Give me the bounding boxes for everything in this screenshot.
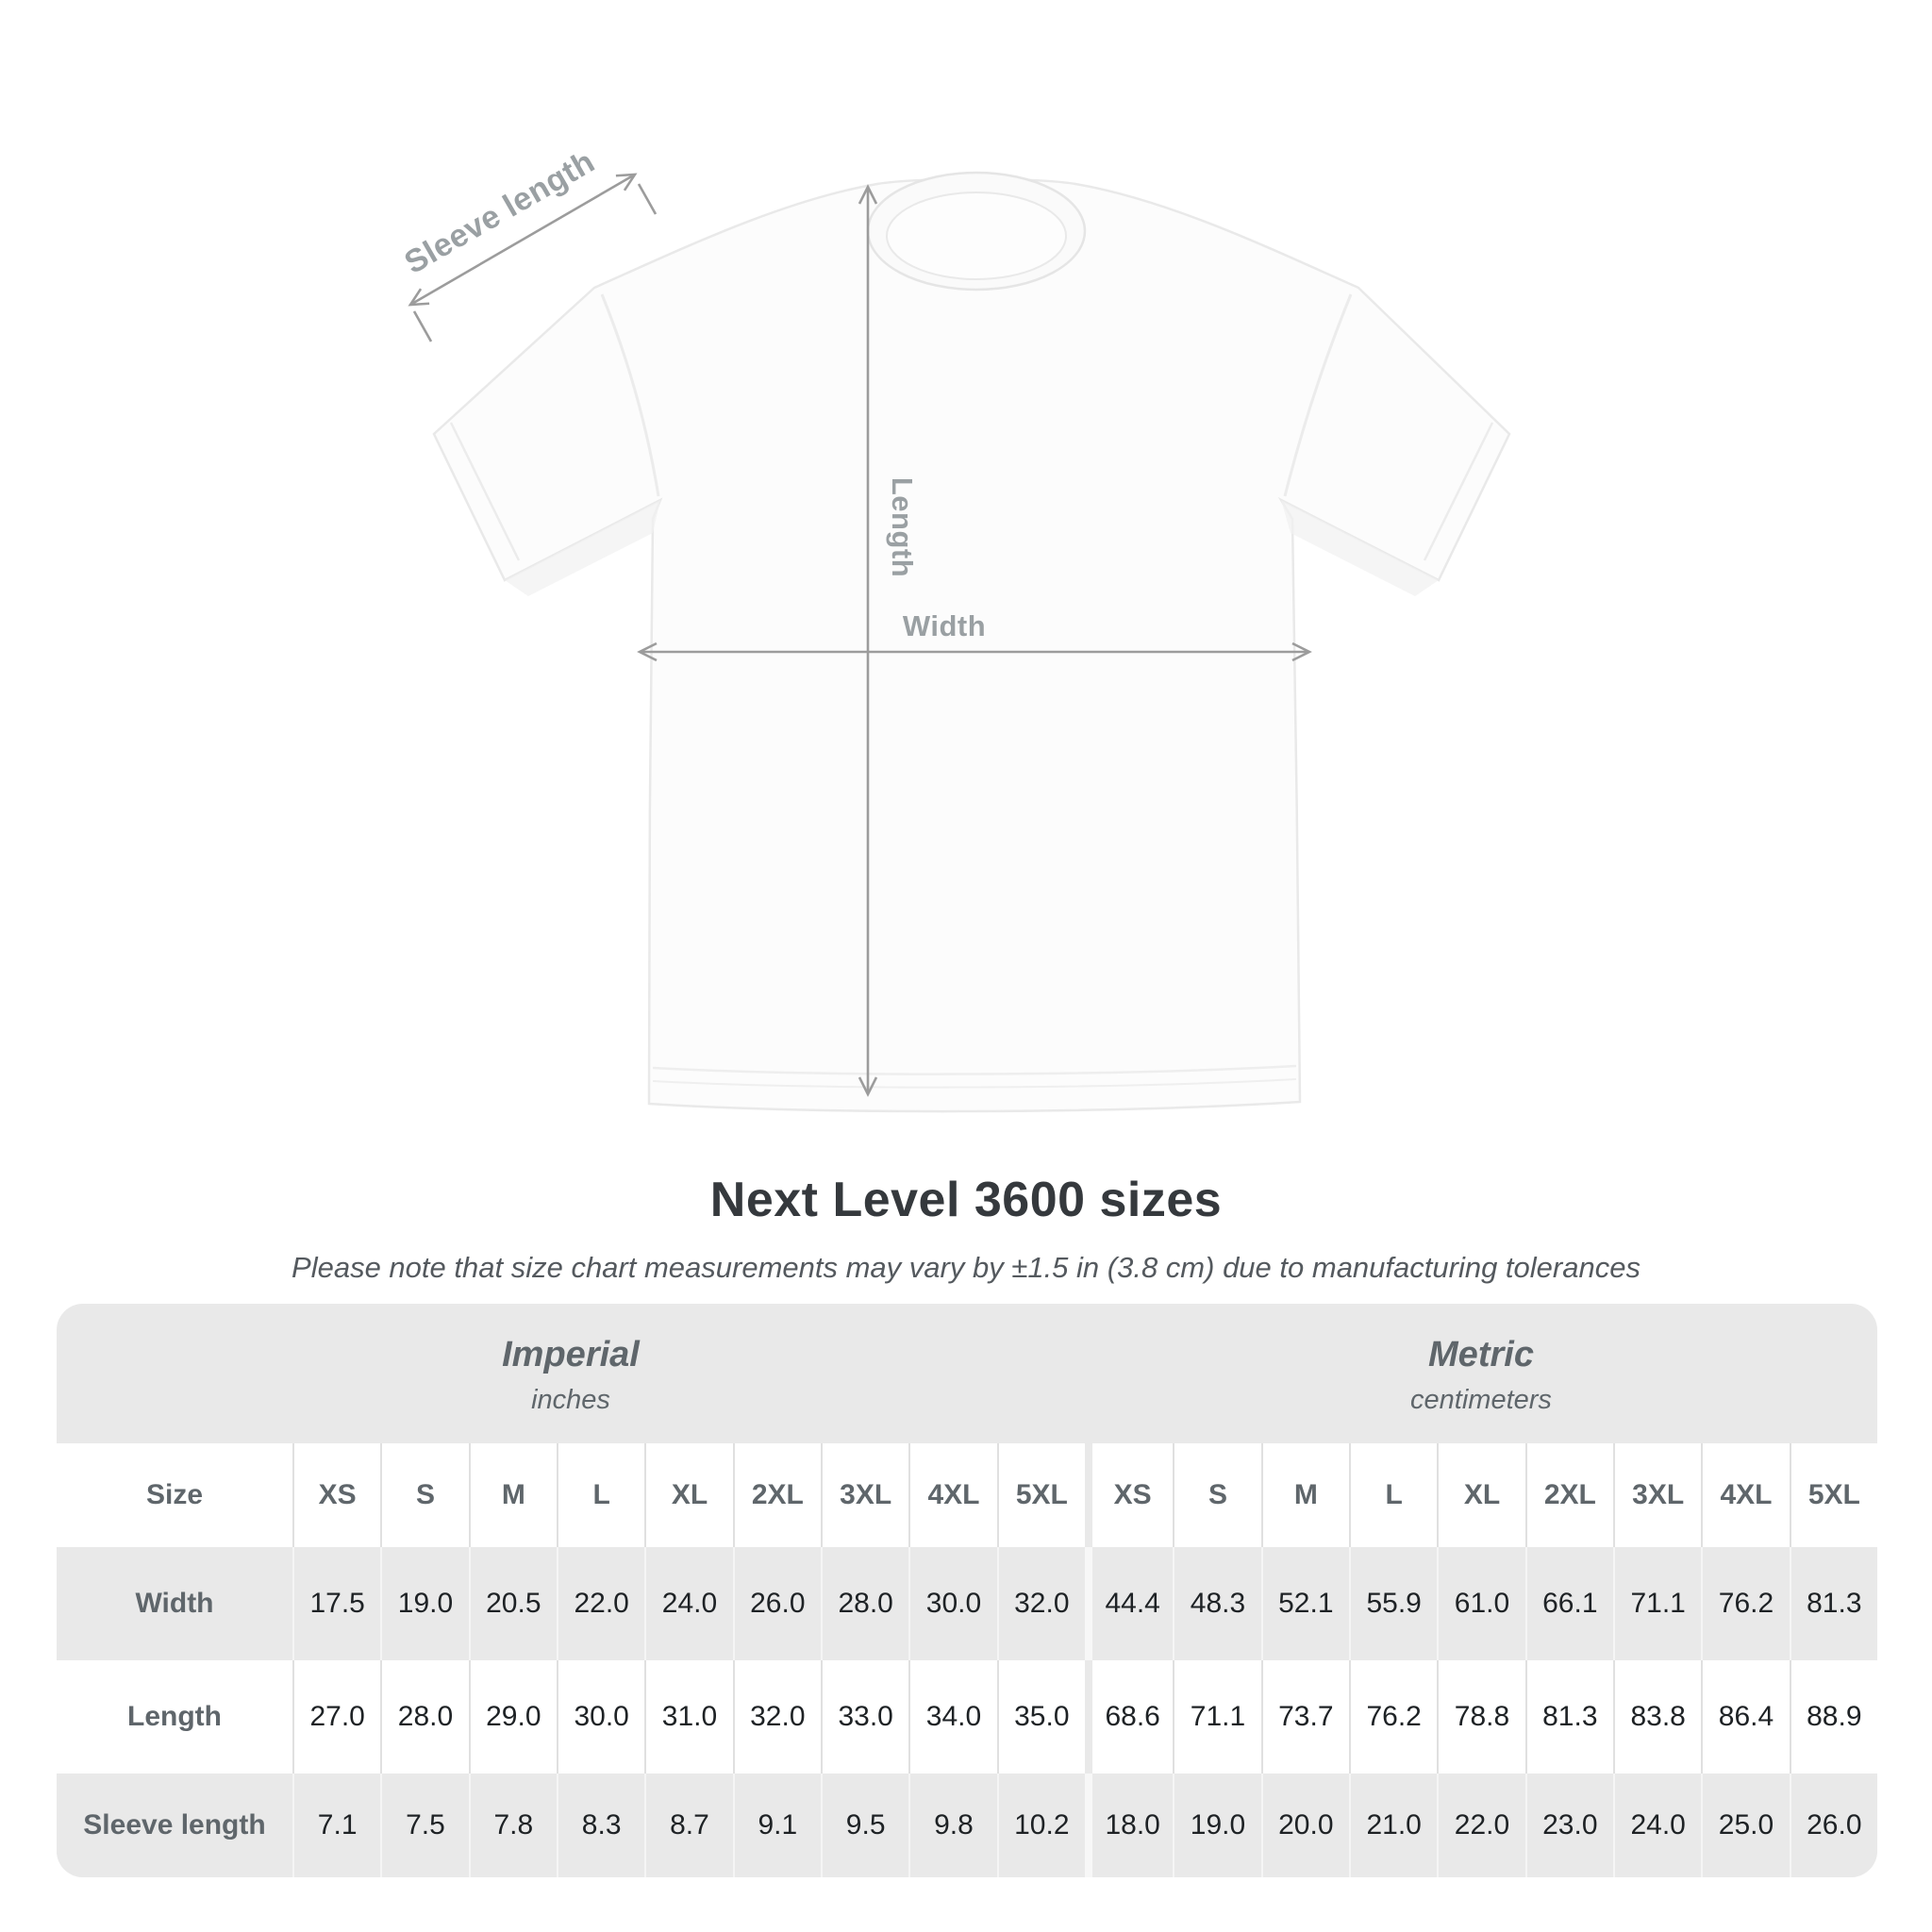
- size-header-cell: 5XL: [997, 1443, 1085, 1547]
- table-cell: 18.0: [1085, 1774, 1173, 1877]
- table-cell: 24.0: [644, 1547, 732, 1660]
- table-cell: 8.3: [557, 1774, 644, 1877]
- table-cell: 20.0: [1261, 1774, 1349, 1877]
- table-cell: 32.0: [997, 1547, 1085, 1660]
- table-cell: 32.0: [733, 1660, 821, 1774]
- size-header-cell: 5XL: [1790, 1443, 1877, 1547]
- table-cell: 24.0: [1613, 1774, 1701, 1877]
- table-cell: 71.1: [1173, 1660, 1260, 1774]
- sleeve-length-label: Sleeve length: [398, 143, 601, 281]
- size-header-cell: 2XL: [733, 1443, 821, 1547]
- table-cell: 22.0: [1437, 1774, 1524, 1877]
- table-cell: 76.2: [1701, 1547, 1789, 1660]
- size-header-cell: 3XL: [1613, 1443, 1701, 1547]
- imperial-group-header: [57, 1304, 1085, 1443]
- size-header-cell: XS: [1085, 1443, 1173, 1547]
- length-label: Length: [886, 476, 919, 578]
- imperial-group-unit: inches: [531, 1385, 610, 1415]
- table-cell: 66.1: [1525, 1547, 1613, 1660]
- tshirt-collar: [868, 173, 1085, 290]
- table-cell: 20.5: [469, 1547, 557, 1660]
- sleeve-dimension-tick-bottom: [414, 311, 431, 341]
- table-cell: 71.1: [1613, 1547, 1701, 1660]
- metric-group-header: [1085, 1304, 1877, 1443]
- table-cell: 27.0: [292, 1660, 380, 1774]
- table-cell: 7.5: [380, 1774, 468, 1877]
- table-cell: 34.0: [908, 1660, 996, 1774]
- size-header-cell: XL: [644, 1443, 732, 1547]
- metric-group-title: Metric: [1428, 1335, 1534, 1374]
- table-cell: 81.3: [1525, 1660, 1613, 1774]
- table-cell: 88.9: [1790, 1660, 1877, 1774]
- size-header-cell: L: [1349, 1443, 1437, 1547]
- size-header-cell: L: [557, 1443, 644, 1547]
- size-header-cell: M: [469, 1443, 557, 1547]
- table-cell: 68.6: [1085, 1660, 1173, 1774]
- size-header-cell: XL: [1437, 1443, 1524, 1547]
- page-subtitle: Please note that size chart measurements may vary by ±1.5 in (3.8 cm) due to manufacturing tolerances: [291, 1251, 1641, 1284]
- table-cell: 48.3: [1173, 1547, 1260, 1660]
- table-cell: 44.4: [1085, 1547, 1173, 1660]
- table-cell: 35.0: [997, 1660, 1085, 1774]
- table-cell: 76.2: [1349, 1660, 1437, 1774]
- table-cell: 26.0: [1790, 1774, 1877, 1877]
- tshirt-illustration: [377, 160, 1566, 1179]
- table-cell: 22.0: [557, 1547, 644, 1660]
- table-cell: 31.0: [644, 1660, 732, 1774]
- table-cell: 7.8: [469, 1774, 557, 1877]
- table-cell: 21.0: [1349, 1774, 1437, 1877]
- table-cell: 23.0: [1525, 1774, 1613, 1877]
- table-cell: 9.1: [733, 1774, 821, 1877]
- table-cell: 28.0: [821, 1547, 908, 1660]
- table-cell: 33.0: [821, 1660, 908, 1774]
- table-cell: 55.9: [1349, 1547, 1437, 1660]
- table-cell: 25.0: [1701, 1774, 1789, 1877]
- table-cell: 30.0: [908, 1547, 996, 1660]
- row-label-width: Width: [57, 1547, 292, 1660]
- table-cell: 83.8: [1613, 1660, 1701, 1774]
- table-cell: 86.4: [1701, 1660, 1789, 1774]
- table-cell: 30.0: [557, 1660, 644, 1774]
- table-cell: 8.7: [644, 1774, 732, 1877]
- size-header-cell: 4XL: [1701, 1443, 1789, 1547]
- row-label-length: Length: [57, 1660, 292, 1774]
- table-cell: 26.0: [733, 1547, 821, 1660]
- width-label: Width: [902, 609, 987, 642]
- table-cell: 19.0: [1173, 1774, 1260, 1877]
- table-cell: 78.8: [1437, 1660, 1524, 1774]
- size-header-cell: 4XL: [908, 1443, 996, 1547]
- size-col-header: Size: [57, 1443, 292, 1547]
- size-table: [57, 1304, 1877, 1877]
- table-cell: 61.0: [1437, 1547, 1524, 1660]
- size-header-cell: XS: [292, 1443, 380, 1547]
- table-cell: 17.5: [292, 1547, 380, 1660]
- size-header-cell: S: [1173, 1443, 1260, 1547]
- table-cell: 81.3: [1790, 1547, 1877, 1660]
- table-cell: 52.1: [1261, 1547, 1349, 1660]
- size-header-cell: 2XL: [1525, 1443, 1613, 1547]
- table-cell: 9.8: [908, 1774, 996, 1877]
- sleeve-dimension-tick-top: [639, 184, 656, 214]
- row-label-sleeve-length: Sleeve length: [57, 1774, 292, 1877]
- metric-group-unit: centimeters: [1410, 1385, 1552, 1415]
- size-header-cell: 3XL: [821, 1443, 908, 1547]
- size-header-cell: S: [380, 1443, 468, 1547]
- table-cell: 73.7: [1261, 1660, 1349, 1774]
- tshirt-measurement-diagram: [377, 160, 1566, 1179]
- table-cell: 7.1: [292, 1774, 380, 1877]
- table-cell: 28.0: [380, 1660, 468, 1774]
- table-cell: 10.2: [997, 1774, 1085, 1877]
- table-cell: 29.0: [469, 1660, 557, 1774]
- size-header-cell: M: [1261, 1443, 1349, 1547]
- imperial-group-title: Imperial: [502, 1335, 640, 1374]
- page-title: Next Level 3600 sizes: [709, 1173, 1223, 1227]
- table-cell: 9.5: [821, 1774, 908, 1877]
- table-cell: 19.0: [380, 1547, 468, 1660]
